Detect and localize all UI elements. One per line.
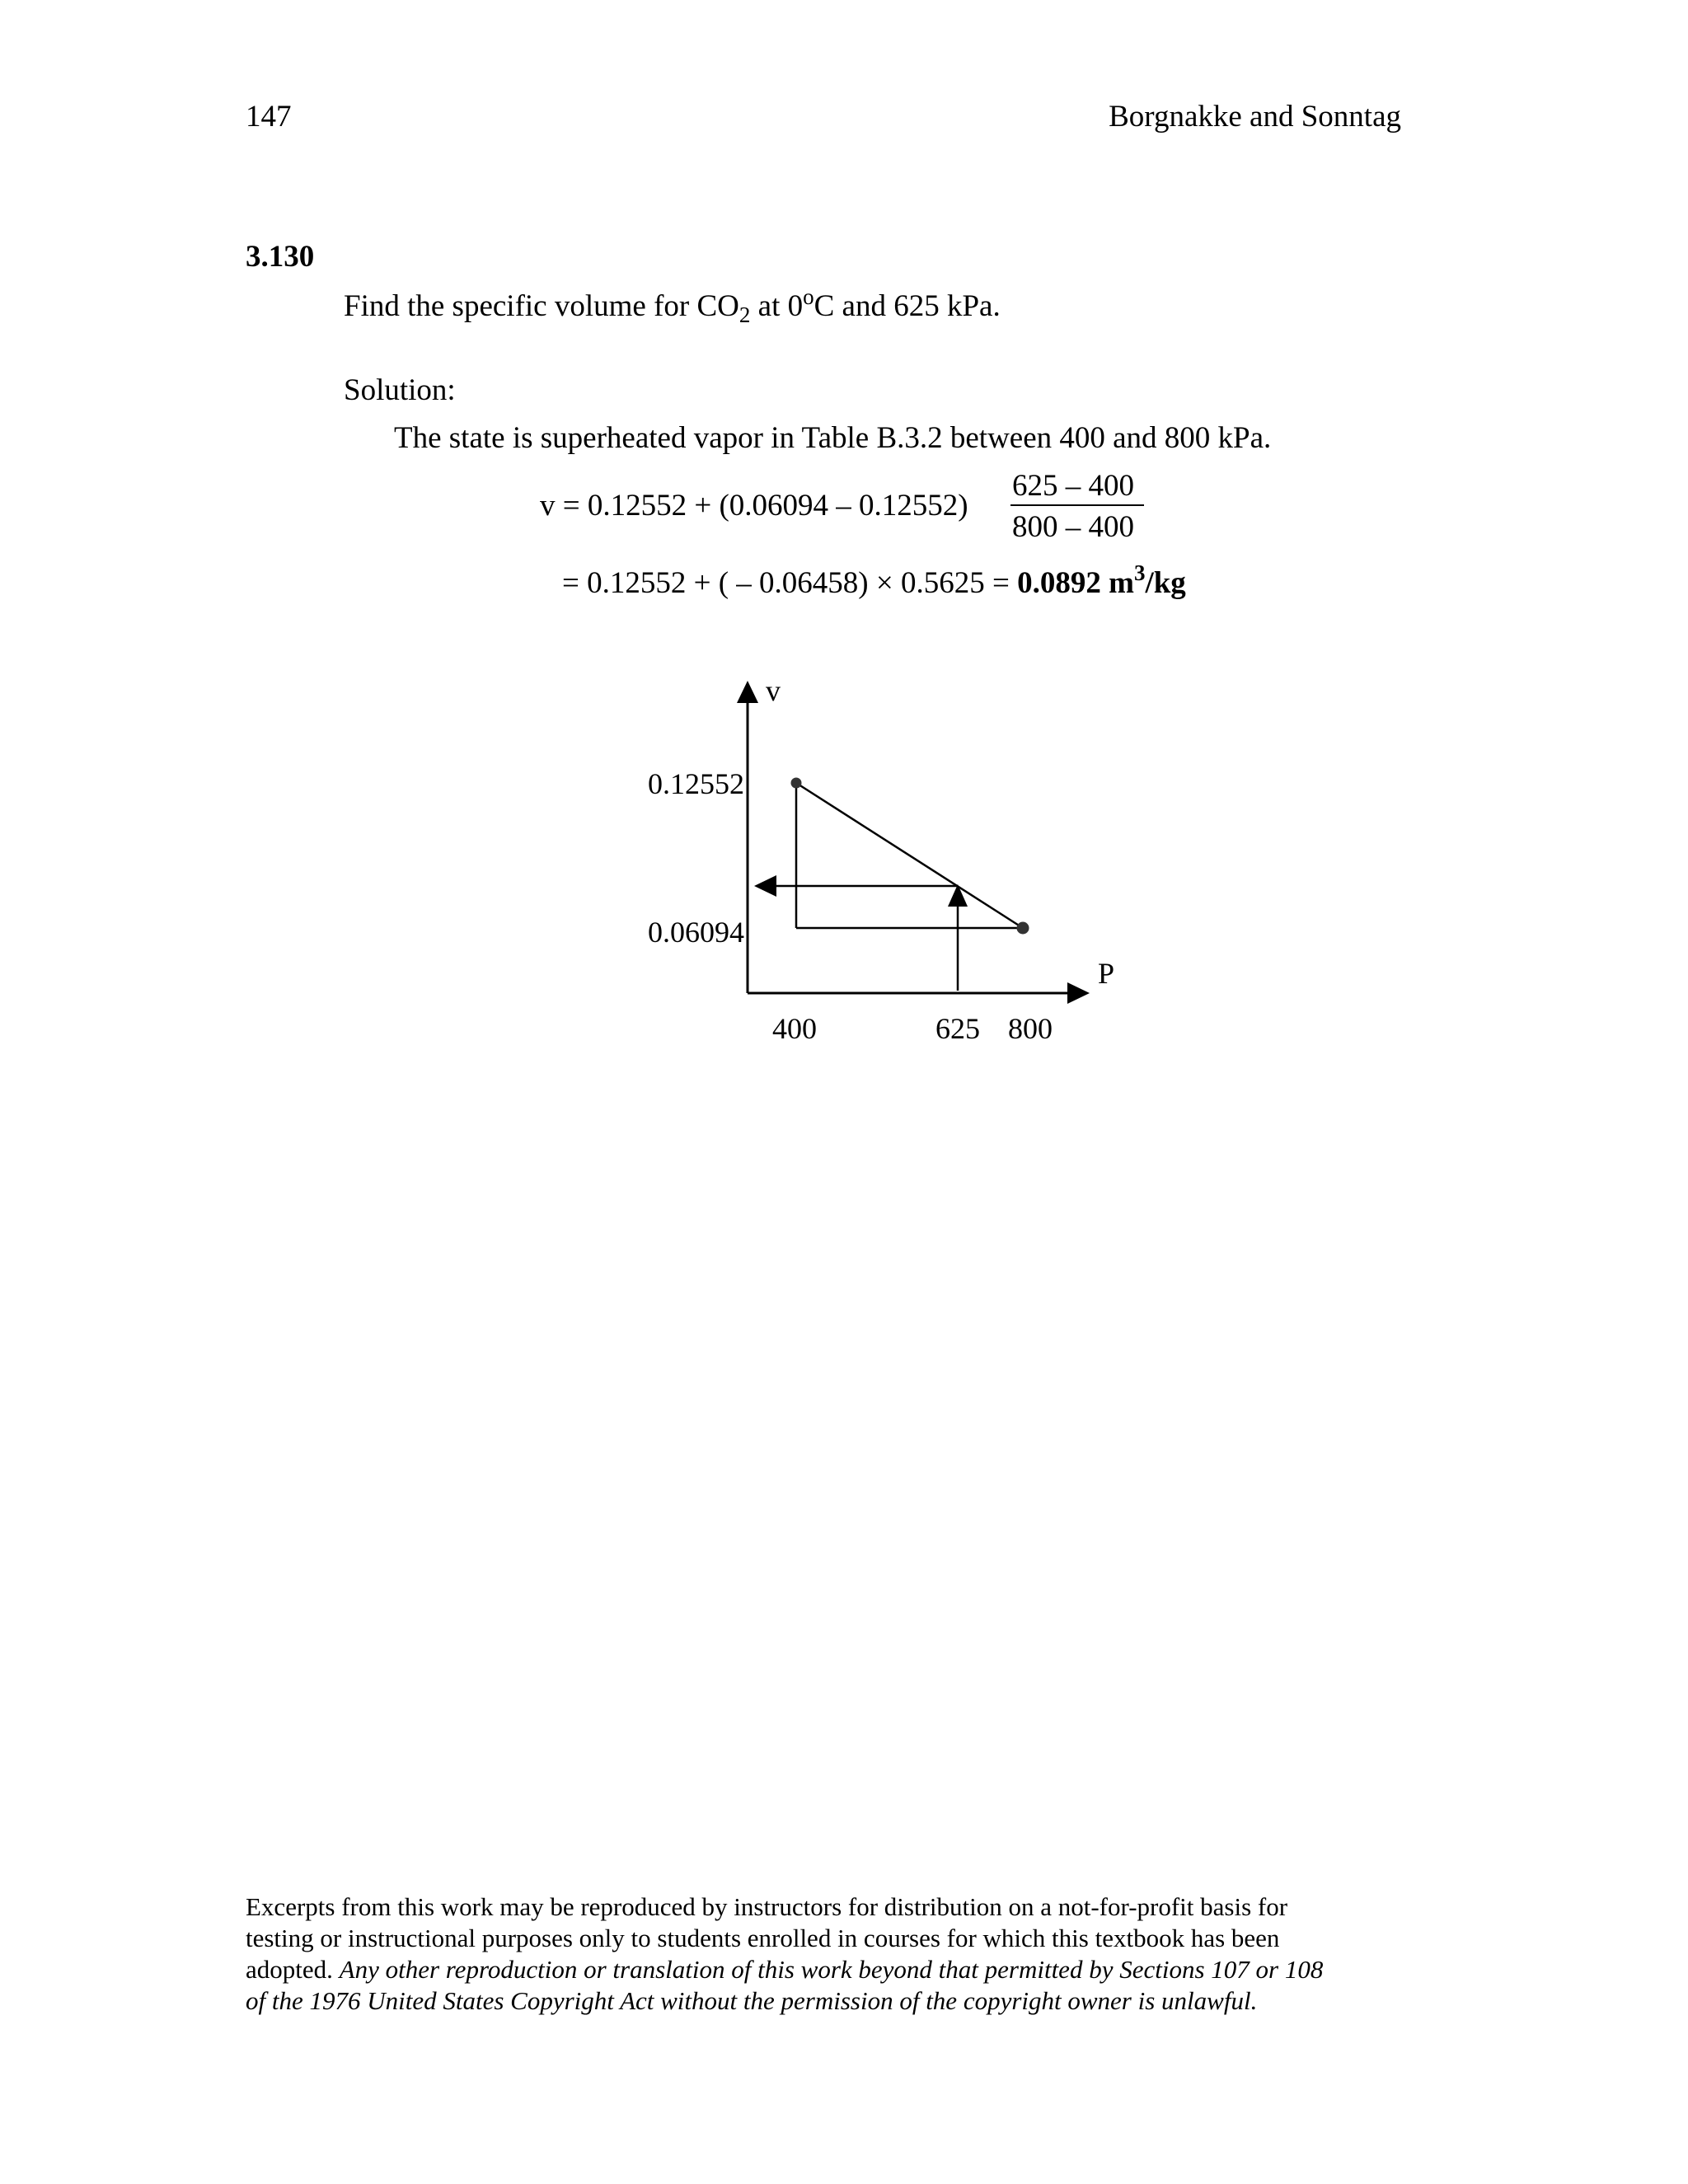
question-text-pre: Find the specific volume for CO (344, 289, 739, 323)
fraction-numerator: 625 – 400 (1012, 469, 1134, 503)
v-axis-label: v (766, 674, 781, 707)
up-arrow-icon (948, 884, 968, 907)
problem-number: 3.130 (246, 240, 315, 274)
y-tick-label-0.06094: 0.06094 (648, 916, 744, 949)
question-degree: o (803, 284, 814, 309)
v-axis-arrow-icon (737, 681, 758, 703)
footer-line-3-italic: Any other reproduction or translation of this work beyond that permitted by Sections 107 or 108 (339, 1955, 1324, 1984)
point-800 (1017, 922, 1029, 935)
running-head: Borgnakke and Sonntag (1109, 100, 1401, 134)
question-text-post: C and 625 kPa. (814, 289, 1001, 323)
left-arrow-icon (754, 875, 776, 897)
fraction-denominator: 800 – 400 (1012, 510, 1134, 544)
equation-2-text: = 0.12552 + ( – 0.06458) × 0.5625 = (562, 566, 1018, 600)
footer-line-3-plain: adopted. (246, 1955, 340, 1984)
solution-label: Solution: (344, 373, 456, 407)
copyright-footer (246, 1891, 1416, 2017)
equation-2-unit: /kg (1145, 566, 1186, 600)
question-subscript: 2 (738, 302, 751, 327)
fraction-bar (1010, 504, 1144, 506)
equation-2 (562, 560, 1186, 601)
x-tick-label-400: 400 (772, 1012, 817, 1045)
equation-2-exponent: 3 (1133, 560, 1146, 585)
interpolation-diagram (626, 668, 1121, 1063)
equation-2-result: 0.0892 m (1017, 566, 1134, 600)
interpolation-line (796, 783, 1023, 928)
footer-line-3 (246, 1954, 1416, 1985)
question-text-mid: at 0 (750, 289, 804, 323)
problem-statement (344, 284, 1001, 327)
equation-1-lhs: v = 0.12552 + (0.06094 – 0.12552) (540, 489, 968, 523)
x-tick-label-800: 800 (1008, 1012, 1053, 1045)
footer-line-1: Excerpts from this work may be reproduced by instructors for distribution on a not-for-profit basis for (246, 1892, 1288, 1921)
p-axis-arrow-icon (1067, 982, 1090, 1004)
footer-line-4: of the 1976 United States Copyright Act without the permission of the copyright owner is unlawful. (246, 1986, 1258, 2015)
state-description: The state is superheated vapor in Table B.3.2 between 400 and 800 kPa. (394, 421, 1272, 455)
p-axis-label: P (1097, 957, 1115, 990)
y-tick-label-0.12552: 0.12552 (648, 767, 744, 800)
point-400 (791, 778, 802, 789)
x-tick-label-625: 625 (935, 1012, 980, 1045)
footer-line-2: testing or instructional purposes only to students enrolled in courses for which this textbook has been (246, 1924, 1280, 1952)
page-number: 147 (246, 100, 292, 134)
